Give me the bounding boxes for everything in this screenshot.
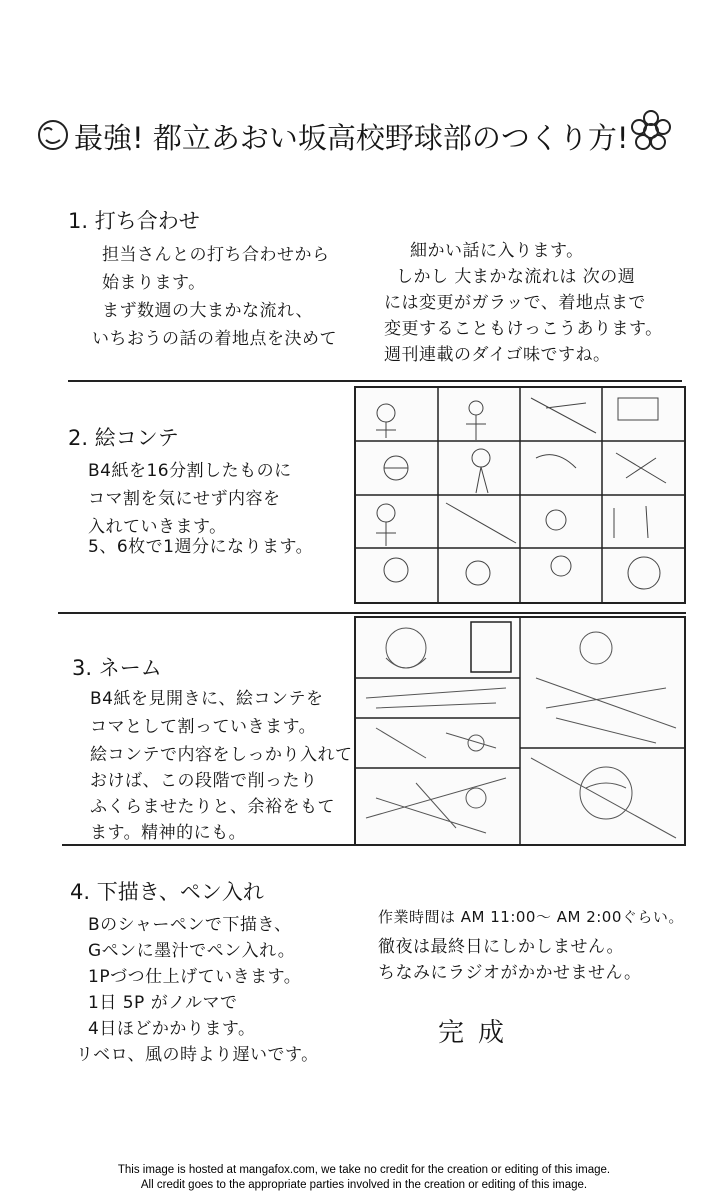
section-3-left-line: コマとして割っていきます。 [90, 717, 317, 737]
section-4-heading: 4. 下描き、ペン入れ [70, 880, 264, 904]
section-2-left-line: コマ割を気にせず内容を [88, 489, 281, 509]
section-1-left-line: 始まります。 [102, 273, 206, 293]
section-3-left-line: B4紙を見開きに、絵コンテを [90, 689, 324, 709]
hosting-credit-line-2: All credit goes to the appropriate parties involved in the creation or editing of this image. [140, 1179, 588, 1191]
section-4-left-line: 1Pづつ仕上げていきます。 [88, 967, 302, 987]
flower-doodle-icon [628, 108, 674, 154]
section-4-left-line: Bのシャーペンで下描き、 [88, 915, 292, 935]
section-2-left-line: B4紙を16分割したものに [88, 461, 292, 481]
section-3-left-line: ふくらませたりと、余裕をもて [90, 797, 335, 817]
section-2-left-line: 5、6枚で1週分になります。 [88, 537, 314, 557]
page-title: 最強! 都立あおい坂高校野球部のつくり方! [74, 121, 629, 155]
section-2-heading: 2. 絵コンテ [68, 426, 179, 450]
section-1-left-line: いちおうの話の着地点を決めて [92, 329, 337, 349]
section-4-left-line: 1日 5P がノルマで [88, 993, 238, 1013]
section-1-left-line: 担当さんとの打ち合わせから [102, 245, 330, 265]
section-4-left-line: Gペンに墨汁でペン入れ。 [88, 941, 296, 961]
storyboard-sketch-image [354, 386, 686, 604]
section-1-right-line: 週刊連載のダイゴ味ですね。 [384, 345, 611, 365]
section-3-left-line: 絵コンテで内容をしっかり入れて [90, 745, 353, 765]
smiley-doodle-icon [36, 118, 70, 152]
section-1-right-line: しかし 大まかな流れは 次の週 [396, 267, 636, 287]
section-3-left-line: ます。精神的にも。 [90, 823, 247, 843]
section-3-heading: 3. ネーム [72, 656, 162, 680]
section-2-left-line: 入れていきます。 [88, 517, 227, 537]
section-1-left-line: まず数週の大まかな流れ、 [102, 301, 314, 321]
section-4-right-line: ちなみにラジオがかかせません。 [378, 963, 642, 983]
section-divider [62, 844, 682, 846]
section-4-left-line: リベロ、風の時より遅いです。 [76, 1045, 319, 1065]
name-layout-sketch-image [354, 616, 686, 846]
finish-label: 完成 [438, 1018, 519, 1048]
section-1-right-line: 細かい話に入ります。 [410, 241, 584, 261]
section-1-heading: 1. 打ち合わせ [68, 209, 200, 233]
section-1-right-line: 変更することもけっこうあります。 [384, 319, 663, 339]
section-4-left-line: 4日ほどかかります。 [88, 1019, 256, 1039]
section-1-right-line: には変更がガラッで、着地点まで [384, 293, 646, 313]
section-divider [58, 612, 686, 614]
section-3-left-line: おけば、この段階で削ったり [90, 771, 318, 791]
section-4-right-line: 徹夜は最終日にしかしません。 [378, 937, 625, 957]
hosting-credit-line-1: This image is hosted at mangafox.com, we take no credit for the creation or editing of this image. [117, 1164, 611, 1176]
section-divider [68, 380, 682, 382]
section-4-right-line: 作業時間は AM 11:00〜 AM 2:00ぐらい。 [378, 908, 684, 926]
